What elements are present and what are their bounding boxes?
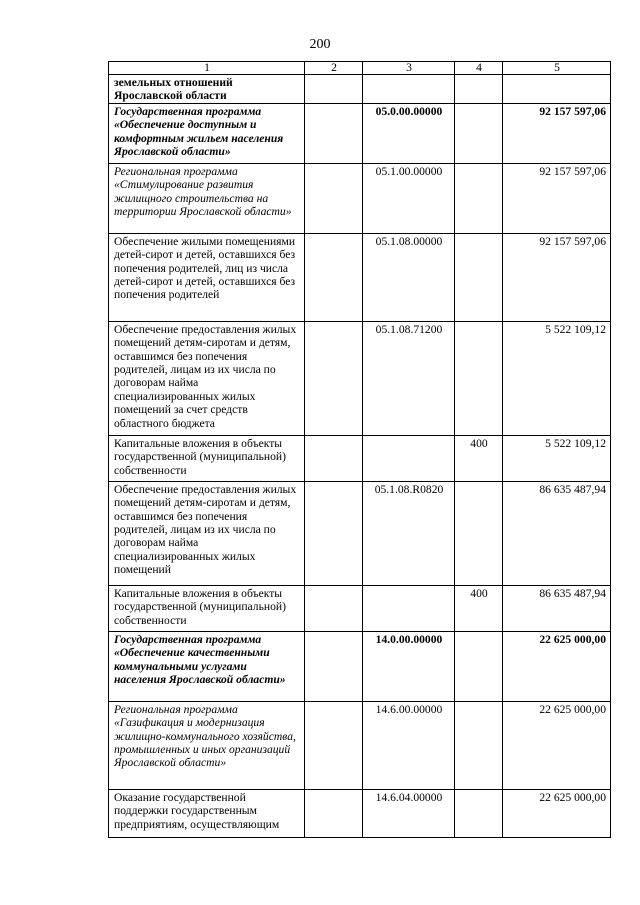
row-name-cell: Обеспечение жилыми помещениями детей-сирот и детей, оставшихся без попечения родителей, лиц из числа детей-сирот и детей, оставшихся без попечения родителей bbox=[109, 233, 305, 321]
table-row bbox=[109, 321, 611, 435]
row-code-cell: 05.1.08.71200 bbox=[363, 321, 455, 435]
table-row bbox=[109, 435, 611, 481]
row-expense-type-cell bbox=[455, 233, 503, 321]
row-expense-type-cell bbox=[455, 631, 503, 701]
row-sum-cell: 86 635 487,94 bbox=[503, 585, 611, 631]
row-name-cell: Государственная программа «Обеспечение доступным и комфортным жильем населения Ярославской области» bbox=[109, 103, 305, 163]
table-row bbox=[109, 75, 611, 104]
row-code-cell bbox=[363, 585, 455, 631]
row-col2-cell bbox=[305, 701, 363, 789]
row-sum-cell: 22 625 000,00 bbox=[503, 789, 611, 837]
budget-table bbox=[108, 61, 611, 838]
header-cell-1: 1 bbox=[109, 62, 305, 75]
row-code-cell: 14.6.00.00000 bbox=[363, 701, 455, 789]
row-col2-cell bbox=[305, 789, 363, 837]
row-col2-cell bbox=[305, 163, 363, 233]
row-code-cell: 14.6.04.00000 bbox=[363, 789, 455, 837]
row-name-cell: Капитальные вложения в объекты государственной (муниципальной) собственности bbox=[109, 435, 305, 481]
table-row bbox=[109, 163, 611, 233]
row-sum-cell: 92 157 597,06 bbox=[503, 103, 611, 163]
row-name-cell: Обеспечение предоставления жилых помещений детям-сиротам и детям, оставшимся без попечения родителей, лицам из их числа по договорам найма специализированных жилых помещений bbox=[109, 481, 305, 585]
header-cell-3: 3 bbox=[363, 62, 455, 75]
table-body bbox=[109, 62, 611, 838]
row-expense-type-cell: 400 bbox=[455, 585, 503, 631]
row-code-cell: 14.0.00.00000 bbox=[363, 631, 455, 701]
row-code-cell: 05.1.08.00000 bbox=[363, 233, 455, 321]
row-col2-cell bbox=[305, 631, 363, 701]
row-code-cell bbox=[363, 435, 455, 481]
row-name-cell: Государственная программа «Обеспечение качественными коммунальными услугами населения Ярославской области» bbox=[109, 631, 305, 701]
row-code-cell: 05.1.08.R0820 bbox=[363, 481, 455, 585]
row-expense-type-cell bbox=[455, 163, 503, 233]
row-expense-type-cell bbox=[455, 789, 503, 837]
table-header-row bbox=[109, 62, 611, 75]
row-code-cell: 05.0.00.00000 bbox=[363, 103, 455, 163]
row-col2-cell bbox=[305, 321, 363, 435]
row-sum-cell: 5 522 109,12 bbox=[503, 435, 611, 481]
row-name-cell: Региональная программа «Стимулирование развития жилищного строительства на территории Ярославской области» bbox=[109, 163, 305, 233]
row-sum-cell bbox=[503, 75, 611, 104]
row-name-cell: Обеспечение предоставления жилых помещений детям-сиротам и детям, оставшимся без попечения родителей, лицам из их числа по договорам найма специализированных жилых помещений за счет средств областного бюджета bbox=[109, 321, 305, 435]
row-name-cell: Региональная программа «Газификация и модернизация жилищно-коммунального хозяйства, промышленных и иных организаций Ярославской области» bbox=[109, 701, 305, 789]
row-sum-cell: 22 625 000,00 bbox=[503, 701, 611, 789]
row-expense-type-cell bbox=[455, 321, 503, 435]
row-expense-type-cell bbox=[455, 701, 503, 789]
table-row bbox=[109, 631, 611, 701]
row-name-cell: земельных отношений Ярославской области bbox=[109, 75, 305, 104]
row-sum-cell: 92 157 597,06 bbox=[503, 233, 611, 321]
row-expense-type-cell bbox=[455, 481, 503, 585]
header-cell-2: 2 bbox=[305, 62, 363, 75]
row-code-cell: 05.1.00.00000 bbox=[363, 163, 455, 233]
table-row bbox=[109, 789, 611, 837]
row-name-cell: Капитальные вложения в объекты государственной (муниципальной) собственности bbox=[109, 585, 305, 631]
row-expense-type-cell bbox=[455, 75, 503, 104]
row-col2-cell bbox=[305, 481, 363, 585]
row-sum-cell: 86 635 487,94 bbox=[503, 481, 611, 585]
row-expense-type-cell: 400 bbox=[455, 435, 503, 481]
table-row bbox=[109, 481, 611, 585]
row-col2-cell bbox=[305, 233, 363, 321]
table-row bbox=[109, 701, 611, 789]
row-name-cell: Оказание государственной поддержки государственным предприятиям, осуществляющим bbox=[109, 789, 305, 837]
row-col2-cell bbox=[305, 435, 363, 481]
row-col2-cell bbox=[305, 585, 363, 631]
row-col2-cell bbox=[305, 103, 363, 163]
row-sum-cell: 92 157 597,06 bbox=[503, 163, 611, 233]
table-row bbox=[109, 103, 611, 163]
table-row bbox=[109, 585, 611, 631]
row-col2-cell bbox=[305, 75, 363, 104]
header-cell-5: 5 bbox=[503, 62, 611, 75]
row-code-cell bbox=[363, 75, 455, 104]
row-sum-cell: 22 625 000,00 bbox=[503, 631, 611, 701]
table-row bbox=[109, 233, 611, 321]
row-sum-cell: 5 522 109,12 bbox=[503, 321, 611, 435]
row-expense-type-cell bbox=[455, 103, 503, 163]
page-number: 200 bbox=[309, 37, 331, 52]
header-cell-4: 4 bbox=[455, 62, 503, 75]
